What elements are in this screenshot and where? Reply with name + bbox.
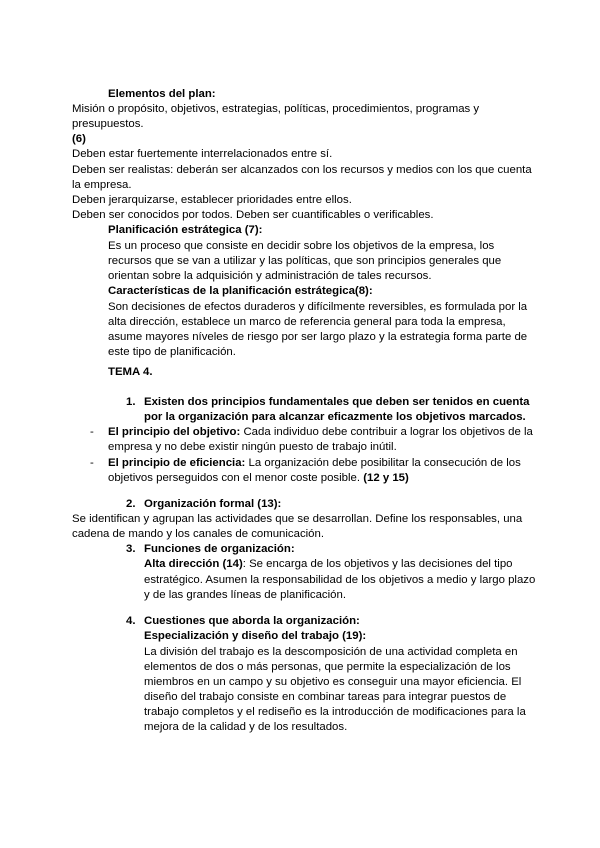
bullet-line: empresa y no debe existir ningún puesto de trabajo inútil. bbox=[108, 441, 397, 453]
caracteristicas-line: este tipo de planificación. bbox=[108, 346, 236, 358]
item1-title-line: por la organización para alcanzar eficazmente los objetivos marcados. bbox=[144, 411, 526, 423]
item4-line: elementos de dos o más personas, que permite la especialización de los bbox=[144, 661, 511, 673]
planificacion-title: Planificación estrátegica (7): bbox=[108, 224, 263, 236]
item4-line: diseño del trabajo consiste en combinar tareas para integrar puestos de bbox=[144, 691, 507, 703]
alta-direccion-line bbox=[144, 557, 513, 573]
bullet-dash: - bbox=[90, 457, 94, 469]
item2-number: 2. bbox=[126, 498, 136, 510]
bullet-reference: (12 y 15) bbox=[363, 472, 409, 484]
bullet-line bbox=[108, 471, 409, 487]
tema-heading: TEMA 4. bbox=[108, 366, 153, 378]
elementos-line: Deben jerarquizarse, establecer prioridades entre ellos. bbox=[72, 194, 352, 206]
reference-6: (6) bbox=[72, 133, 86, 145]
planificacion-line: orientan sobre la adquisición y administración de tales recursos. bbox=[108, 270, 432, 282]
elementos-line: Misión o propósito, objetivos, estrategias, políticas, procedimientos, programas y bbox=[72, 103, 480, 115]
bullet-principio-eficiencia bbox=[108, 456, 521, 472]
item3-line: estratégico. Asumen la responsabilidad de los objetivos a medio y largo plazo bbox=[144, 574, 536, 586]
alta-direccion-label: Alta dirección (14) bbox=[144, 558, 243, 570]
caracteristicas-line: Son decisiones de efectos duraderos y difícilmente reversibles, es formulada por la bbox=[108, 301, 528, 313]
elementos-line: Deben ser conocidos por todos. Deben ser cuantificables o verificables. bbox=[72, 209, 434, 221]
caracteristicas-title: Características de la planificación estrátegica(8): bbox=[108, 285, 373, 297]
bullet-label: El principio del objetivo: bbox=[108, 426, 241, 438]
elementos-line: la empresa. bbox=[72, 179, 132, 191]
item4-line: miembros en un campo y su objetivo es conseguir una mayor eficiencia. El bbox=[144, 676, 522, 688]
item4-number: 4. bbox=[126, 615, 136, 627]
elementos-title: Elementos del plan: bbox=[108, 88, 216, 100]
elementos-line: presupuestos. bbox=[72, 118, 144, 130]
bullet-text: La organización debe posibilitar la consecución de los bbox=[248, 457, 521, 469]
item2-line: Se identifican y agrupan las actividades que se desarrollan. Define los responsables, una bbox=[72, 513, 523, 525]
item1-title-line: Existen dos principios fundamentales que deben ser tenidos en cuenta bbox=[144, 396, 530, 408]
item4-line: trabajo completos y el rediseño es la introducción de modificaciones para la bbox=[144, 706, 526, 718]
bullet-text: Cada individuo debe contribuir a lograr los objetivos de la bbox=[243, 426, 533, 438]
item3-title: Funciones de organización: bbox=[144, 543, 295, 555]
bullet-principio-objetivo bbox=[108, 425, 533, 441]
item4-title: Cuestiones que aborda la organización: bbox=[144, 615, 360, 627]
elementos-line: Deben ser realistas: deberán ser alcanzados con los recursos y medios con los que cuenta bbox=[72, 164, 532, 176]
item4-line: mejora de la calidad y de los resultados. bbox=[144, 721, 348, 733]
bullet-text: objetivos perseguidos con el menor coste posible. bbox=[108, 472, 361, 484]
planificacion-line: recursos que se van a utilizar y las políticas, que son principios generales que bbox=[108, 255, 502, 267]
item3-line: y de las grandes líneas de planificación. bbox=[144, 589, 346, 601]
item1-number: 1. bbox=[126, 396, 136, 408]
item4-subtitle: Especialización y diseño del trabajo (19): bbox=[144, 630, 367, 642]
elementos-line: Deben estar fuertemente interrelacionados entre sí. bbox=[72, 148, 333, 160]
item2-title: Organización formal (13): bbox=[144, 498, 282, 510]
alta-direccion-text: : Se encarga de los objetivos y las decisiones del tipo bbox=[242, 558, 513, 570]
bullet-dash: - bbox=[90, 426, 94, 438]
item4-line: La división del trabajo es la descomposición de una actividad completa en bbox=[144, 646, 518, 658]
caracteristicas-line: alta dirección, establece un marco de referencia general para toda la empresa, bbox=[108, 316, 506, 328]
item2-line: cadena de mando y los canales de comunicación. bbox=[72, 528, 325, 540]
item3-number: 3. bbox=[126, 543, 136, 555]
planificacion-line: Es un proceso que consiste en decidir sobre los objetivos de la empresa, los bbox=[108, 240, 495, 252]
bullet-label: El principio de eficiencia: bbox=[108, 457, 246, 469]
caracteristicas-line: asume mayores níveles de riesgo por ser largo plazo y la estrategia forma parte de bbox=[108, 331, 528, 343]
